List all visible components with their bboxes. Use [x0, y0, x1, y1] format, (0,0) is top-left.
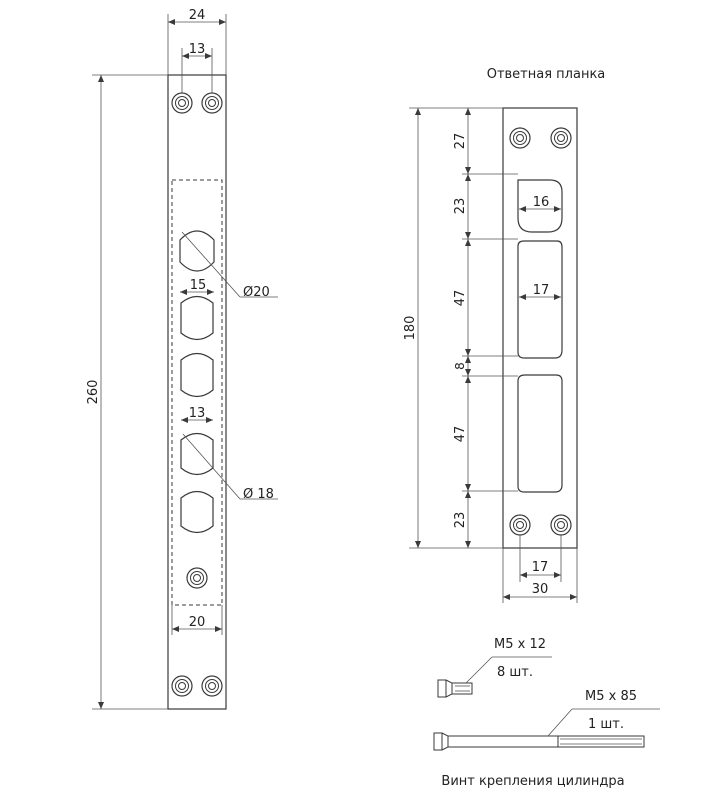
dim-dia-large: Ø20 [243, 285, 270, 300]
dim-holes-spacing: 13 [188, 42, 206, 57]
dim-top-width: 24 [188, 8, 206, 23]
dim-slot-width-mid: 13 [188, 406, 206, 421]
mount-hole-bottom-left [172, 676, 192, 696]
strike-plate [403, 67, 605, 603]
bolt-slot-4 [181, 434, 213, 475]
mount-hole-top-right [202, 93, 222, 113]
strike-hole-top-right [551, 128, 571, 148]
dim-top: 27 [453, 132, 468, 150]
dim-slot3: 47 [453, 425, 468, 443]
bolt-slot-5 [181, 492, 213, 533]
dim-slot2: 47 [453, 289, 468, 307]
screw2-caption: Винт крепления цилиндра [441, 774, 625, 789]
dim-slot2-width: 17 [532, 283, 550, 298]
strike-hole-top-left [510, 128, 530, 148]
screw-short [438, 637, 552, 697]
dim-dia-small: Ø 18 [243, 487, 274, 502]
mount-hole-top-left [172, 93, 192, 113]
dim-width: 30 [531, 582, 549, 597]
main-plate [86, 8, 278, 709]
dim-total: 180 [403, 315, 418, 341]
screw2-spec: M5 x 85 [585, 689, 637, 704]
dim-slot1-width: 16 [532, 195, 550, 210]
screws [434, 637, 660, 789]
bolt-slot-2 [181, 297, 213, 340]
bolt-slot-3 [181, 354, 213, 397]
strike-plate-title: Ответная планка [486, 67, 606, 82]
strike-hole-bottom-left [510, 515, 530, 535]
dim-gap: 8 [453, 362, 467, 370]
dim-height: 260 [86, 379, 101, 405]
screw2-qty: 1 шт. [588, 717, 625, 732]
dim-bottom: 23 [453, 511, 468, 529]
strike-slot-3 [518, 375, 562, 492]
dim-slot-width-top: 15 [189, 278, 207, 293]
dim-slot1: 23 [453, 197, 468, 215]
dim-holes-spacing-strike: 17 [531, 560, 549, 575]
strike-hole-bottom-right [551, 515, 571, 535]
mount-hole-center [187, 568, 207, 588]
screw1-spec: M5 x 12 [494, 637, 546, 652]
mount-hole-bottom-right [202, 676, 222, 696]
screw1-qty: 8 шт. [497, 665, 534, 680]
strike-slot-2 [518, 241, 562, 358]
dim-inner-width: 20 [188, 615, 206, 630]
bolt-slot-1 [180, 231, 214, 271]
screw-long [434, 689, 660, 789]
